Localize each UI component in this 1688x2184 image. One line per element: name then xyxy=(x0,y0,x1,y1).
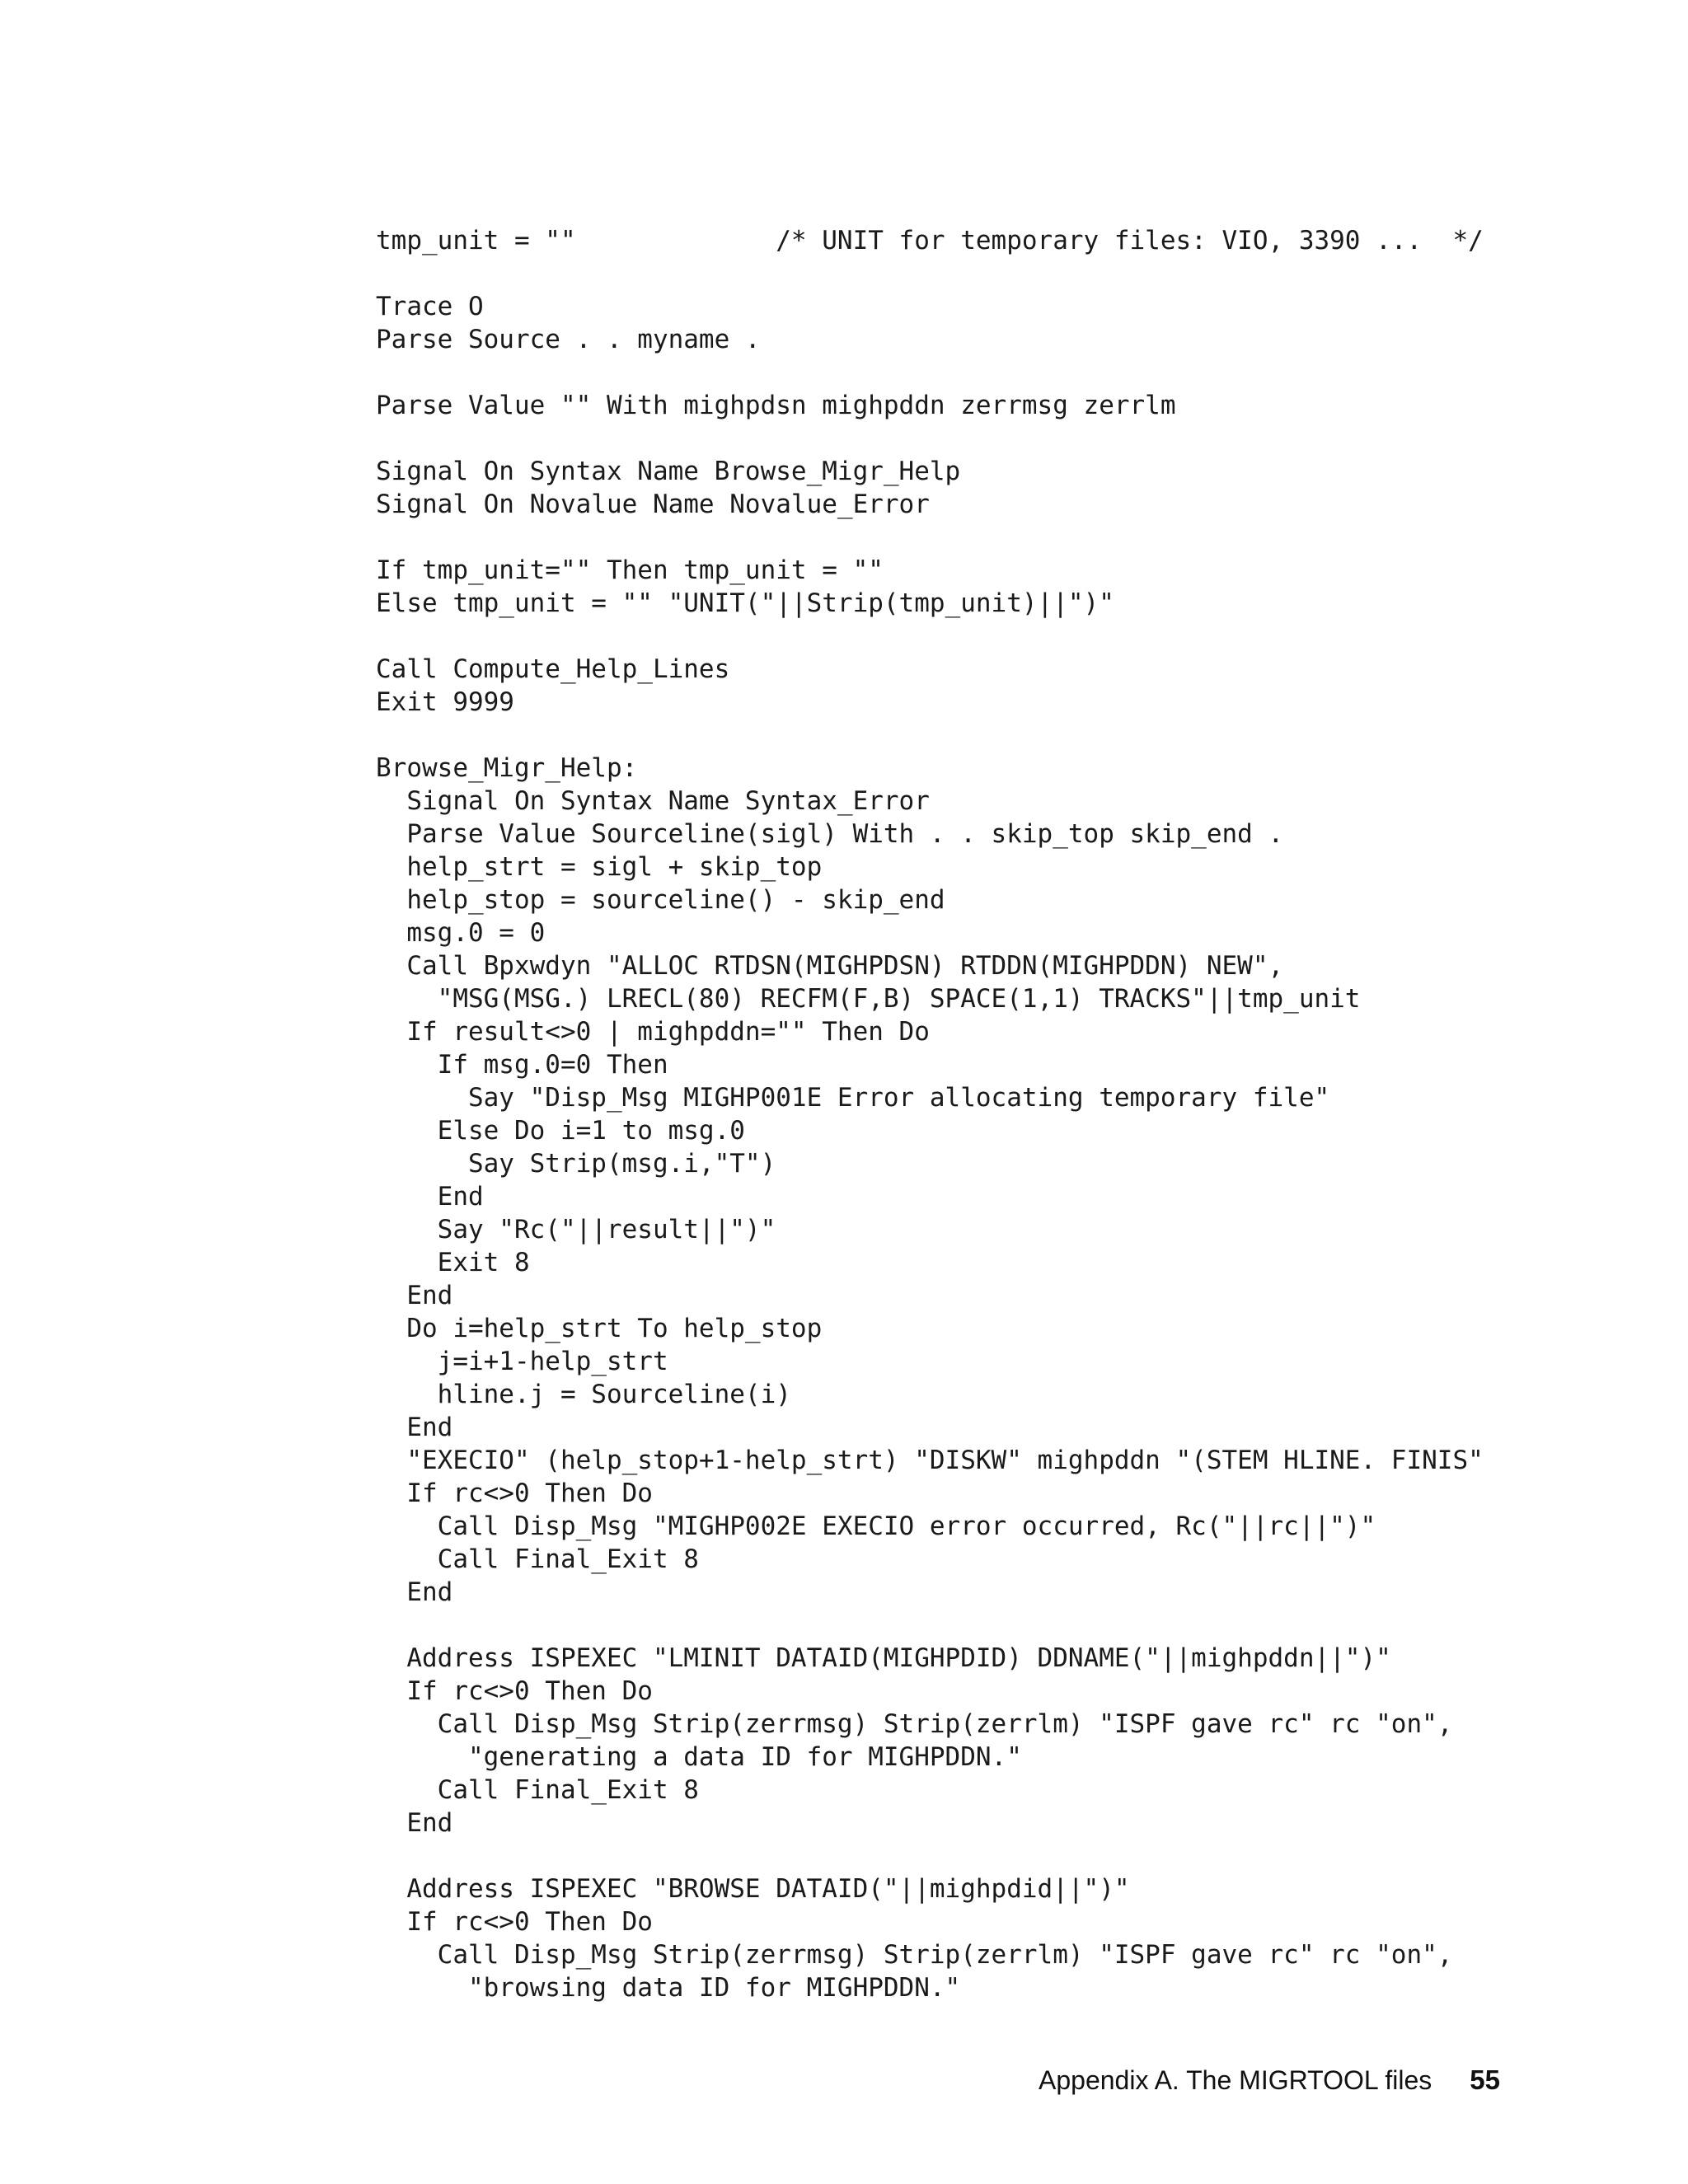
code-line: Parse Value "" With mighpdsn mighpddn zerrmsg zerrlm xyxy=(376,391,1176,420)
code-line: If result<>0 | mighpddn="" Then Do xyxy=(376,1017,930,1047)
code-line: "browsing data ID for MIGHPDDN." xyxy=(376,1973,961,2003)
code-line: Parse Source . . myname . xyxy=(376,325,761,354)
code-line: Do i=help_strt To help_stop xyxy=(376,1314,823,1343)
code-listing xyxy=(376,224,1530,2004)
code-line: tmp_unit = "" /* UNIT for temporary files: VIO, 3390 ... */ xyxy=(376,226,1484,255)
code-line: Call Disp_Msg "MIGHP002E EXECIO error occurred, Rc("||rc||")" xyxy=(376,1511,1376,1541)
code-line: Call Final_Exit 8 xyxy=(376,1775,699,1805)
code-line: End xyxy=(376,1182,484,1212)
code-line: Say "Rc("||result||")" xyxy=(376,1215,776,1244)
code-line: help_stop = sourceline() - skip_end xyxy=(376,885,945,915)
code-line: Signal On Syntax Name Browse_Migr_Help xyxy=(376,457,961,486)
code-line: "generating a data ID for MIGHPDDN." xyxy=(376,1742,1022,1772)
code-line: Call Disp_Msg Strip(zerrmsg) Strip(zerrlm) "ISPF gave rc" rc "on", xyxy=(376,1709,1453,1739)
code-line: help_strt = sigl + skip_top xyxy=(376,852,823,882)
code-line: If tmp_unit="" Then tmp_unit = "" xyxy=(376,555,884,585)
code-line: "MSG(MSG.) LRECL(80) RECFM(F,B) SPACE(1,1) TRACKS"||tmp_unit xyxy=(376,984,1361,1014)
code-line: If rc<>0 Then Do xyxy=(376,1907,653,1937)
code-line: Exit 8 xyxy=(376,1248,530,1277)
code-line: Trace O xyxy=(376,292,484,321)
code-line xyxy=(376,1609,1530,1642)
code-line: Signal On Syntax Name Syntax_Error xyxy=(376,786,930,816)
code-line xyxy=(376,620,1530,653)
code-line: Say Strip(msg.i,"T") xyxy=(376,1149,776,1179)
code-line: msg.0 = 0 xyxy=(376,918,546,948)
code-line: hline.j = Sourceline(i) xyxy=(376,1380,791,1409)
code-line: Address ISPEXEC "BROWSE DATAID("||mighpdid||")" xyxy=(376,1874,1130,1904)
code-line: Say "Disp_Msg MIGHP001E Error allocating temporary file" xyxy=(376,1083,1330,1113)
code-line: Call Compute_Help_Lines xyxy=(376,654,730,684)
code-line: If msg.0=0 Then xyxy=(376,1050,668,1080)
page-number: 55 xyxy=(1470,2064,1500,2095)
code-line: Call Disp_Msg Strip(zerrmsg) Strip(zerrlm) "ISPF gave rc" rc "on", xyxy=(376,1940,1453,1970)
page-footer xyxy=(1039,2064,1500,2096)
code-line: j=i+1-help_strt xyxy=(376,1347,668,1376)
code-line: Browse_Migr_Help: xyxy=(376,753,638,783)
code-line xyxy=(376,1840,1530,1872)
code-line: If rc<>0 Then Do xyxy=(376,1676,653,1706)
code-line xyxy=(376,257,1530,290)
code-line: If rc<>0 Then Do xyxy=(376,1479,653,1508)
code-line: Else tmp_unit = "" "UNIT("||Strip(tmp_unit)||")" xyxy=(376,588,1114,618)
code-line xyxy=(376,719,1530,752)
code-line: Call Final_Exit 8 xyxy=(376,1544,699,1574)
code-line: Call Bpxwdyn "ALLOC RTDSN(MIGHPDSN) RTDDN(MIGHPDDN) NEW", xyxy=(376,951,1284,981)
code-line: End xyxy=(376,1577,453,1607)
code-line xyxy=(376,356,1530,389)
code-line xyxy=(376,422,1530,455)
code-line: Address ISPEXEC "LMINIT DATAID(MIGHPDID) DDNAME("||mighpddn||")" xyxy=(376,1643,1391,1673)
footer-title: Appendix A. The MIGRTOOL files xyxy=(1039,2065,1432,2095)
code-line: End xyxy=(376,1808,453,1838)
code-line: Exit 9999 xyxy=(376,687,514,717)
code-line xyxy=(376,521,1530,554)
code-line: Parse Value Sourceline(sigl) With . . skip_top skip_end . xyxy=(376,819,1284,849)
code-line: Signal On Novalue Name Novalue_Error xyxy=(376,490,930,519)
code-line: "EXECIO" (help_stop+1-help_strt) "DISKW" mighpddn "(STEM HLINE. FINIS" xyxy=(376,1446,1484,1475)
code-line: End xyxy=(376,1281,453,1310)
code-line: Else Do i=1 to msg.0 xyxy=(376,1116,745,1146)
code-line: End xyxy=(376,1413,453,1442)
